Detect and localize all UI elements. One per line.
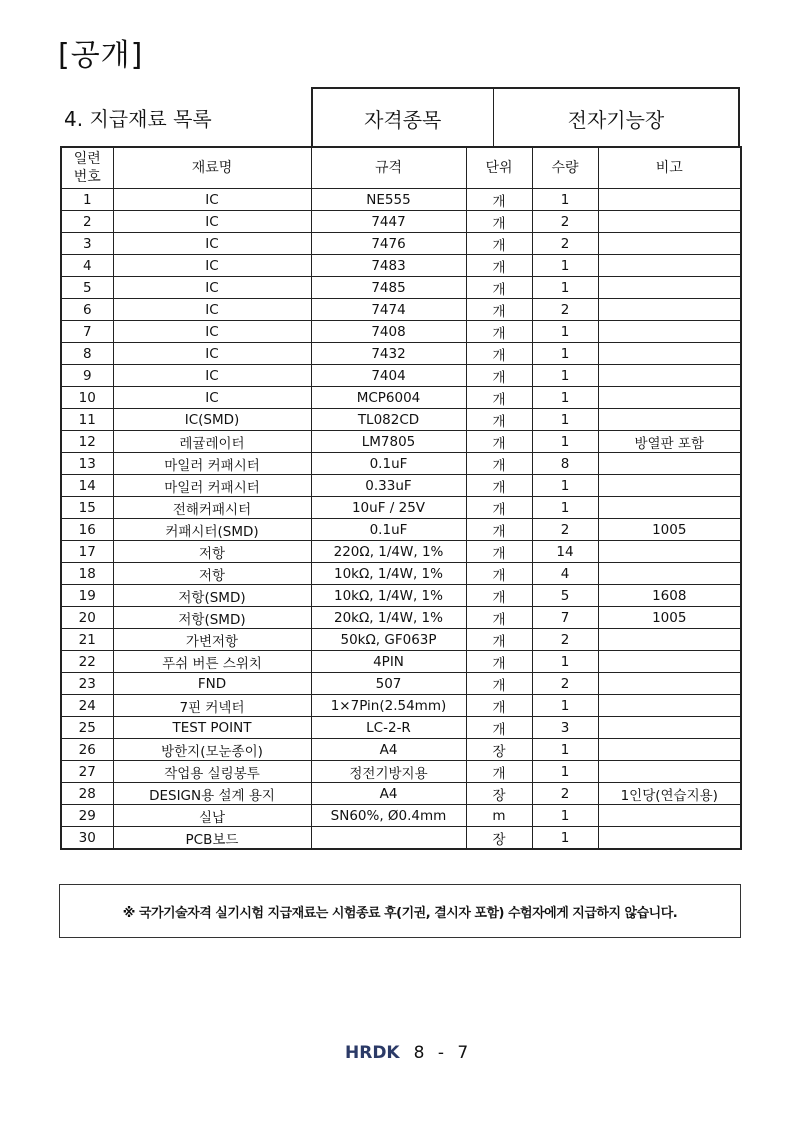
cell-note: [598, 805, 741, 827]
cell-serial-no: 4: [61, 255, 113, 277]
cell-material-name: 가변저항: [113, 629, 311, 651]
table-row: [61, 739, 741, 761]
cell-unit: 개: [466, 387, 532, 409]
cell-note: [598, 321, 741, 343]
table-header-row: [61, 147, 741, 189]
table-row: [61, 695, 741, 717]
disclosure-tag: [공개]: [58, 38, 144, 73]
cell-unit: 개: [466, 519, 532, 541]
cell-serial-no: 2: [61, 211, 113, 233]
header-serial-no-line1: 일련: [73, 151, 101, 167]
cell-note: [598, 211, 741, 233]
cell-note: [598, 255, 741, 277]
cell-spec: 7447: [311, 211, 466, 233]
header-serial-no: [61, 147, 113, 189]
table-row: [61, 629, 741, 651]
table-row: [61, 519, 741, 541]
cell-unit: 개: [466, 673, 532, 695]
cell-spec: 7485: [311, 277, 466, 299]
cell-quantity: 2: [532, 211, 598, 233]
header-spec: 규격: [311, 147, 466, 189]
cell-spec: [311, 827, 466, 850]
cell-note: [598, 761, 741, 783]
cell-serial-no: 14: [61, 475, 113, 497]
cell-serial-no: 9: [61, 365, 113, 387]
cell-serial-no: 3: [61, 233, 113, 255]
table-row: [61, 475, 741, 497]
cell-unit: m: [466, 805, 532, 827]
header-unit: 단위: [466, 147, 532, 189]
cell-quantity: 2: [532, 519, 598, 541]
cell-quantity: 14: [532, 541, 598, 563]
cell-quantity: 1: [532, 365, 598, 387]
cell-spec: 0.1uF: [311, 519, 466, 541]
header-material-name: 재료명: [113, 147, 311, 189]
cell-note: [598, 673, 741, 695]
cell-serial-no: 16: [61, 519, 113, 541]
cell-spec: 10kΩ, 1/4W, 1%: [311, 585, 466, 607]
cell-material-name: 7핀 커넥터: [113, 695, 311, 717]
cell-quantity: 1: [532, 497, 598, 519]
cell-serial-no: 22: [61, 651, 113, 673]
table-row: [61, 541, 741, 563]
cell-spec: SN60%, Ø0.4mm: [311, 805, 466, 827]
cell-note: [598, 651, 741, 673]
cell-material-name: IC: [113, 343, 311, 365]
cell-spec: 1×7Pin(2.54mm): [311, 695, 466, 717]
cell-note: [598, 541, 741, 563]
cell-spec: LC-2-R: [311, 717, 466, 739]
cell-serial-no: 24: [61, 695, 113, 717]
cell-unit: 개: [466, 321, 532, 343]
cell-serial-no: 21: [61, 629, 113, 651]
cell-material-name: IC: [113, 211, 311, 233]
cell-quantity: 1: [532, 695, 598, 717]
cell-serial-no: 20: [61, 607, 113, 629]
cell-serial-no: 13: [61, 453, 113, 475]
cell-unit: 개: [466, 695, 532, 717]
cell-serial-no: 25: [61, 717, 113, 739]
cell-spec: 10kΩ, 1/4W, 1%: [311, 563, 466, 585]
cell-spec: 507: [311, 673, 466, 695]
cell-quantity: 7: [532, 607, 598, 629]
table-row: [61, 827, 741, 850]
cell-material-name: IC: [113, 387, 311, 409]
cell-note: [598, 409, 741, 431]
cell-note: [598, 497, 741, 519]
table-row: [61, 453, 741, 475]
cell-quantity: 5: [532, 585, 598, 607]
cell-note: [598, 695, 741, 717]
cell-spec: A4: [311, 783, 466, 805]
cell-quantity: 1: [532, 189, 598, 211]
cell-unit: 개: [466, 585, 532, 607]
table-row: [61, 783, 741, 805]
cell-serial-no: 23: [61, 673, 113, 695]
cell-unit: 개: [466, 431, 532, 453]
cell-material-name: 실납: [113, 805, 311, 827]
header-serial-no-line2: 번호: [73, 169, 101, 185]
table-row: [61, 321, 741, 343]
cell-note: [598, 629, 741, 651]
page-number: 8 - 7: [413, 1043, 473, 1063]
cell-material-name: DESIGN용 설계 용지: [113, 783, 311, 805]
cell-spec: NE555: [311, 189, 466, 211]
cell-quantity: 2: [532, 783, 598, 805]
cell-quantity: 1: [532, 409, 598, 431]
cell-serial-no: 5: [61, 277, 113, 299]
cell-note: 방열판 포함: [598, 431, 741, 453]
cell-quantity: 2: [532, 629, 598, 651]
cell-quantity: 4: [532, 563, 598, 585]
header-note: 비고: [598, 147, 741, 189]
cell-unit: 개: [466, 409, 532, 431]
cell-material-name: 저항(SMD): [113, 585, 311, 607]
cell-note: [598, 387, 741, 409]
cell-unit: 개: [466, 453, 532, 475]
cell-note: [598, 365, 741, 387]
cell-material-name: IC: [113, 321, 311, 343]
table-row: [61, 365, 741, 387]
cell-serial-no: 29: [61, 805, 113, 827]
cell-serial-no: 30: [61, 827, 113, 850]
table-row: [61, 211, 741, 233]
cell-material-name: 마일러 커패시터: [113, 475, 311, 497]
cell-unit: 개: [466, 299, 532, 321]
cell-spec: 7432: [311, 343, 466, 365]
cell-serial-no: 1: [61, 189, 113, 211]
table-row: [61, 585, 741, 607]
cell-quantity: 1: [532, 761, 598, 783]
cell-quantity: 1: [532, 805, 598, 827]
cell-quantity: 2: [532, 233, 598, 255]
cert-value: 전자기능장: [493, 88, 739, 148]
cell-quantity: 2: [532, 673, 598, 695]
table-row: [61, 189, 741, 211]
cell-unit: 개: [466, 211, 532, 233]
notice-box: [59, 884, 741, 938]
cell-material-name: IC: [113, 189, 311, 211]
cell-serial-no: 19: [61, 585, 113, 607]
cell-material-name: IC: [113, 299, 311, 321]
cell-material-name: 전해커패시터: [113, 497, 311, 519]
cell-material-name: 커패시터(SMD): [113, 519, 311, 541]
cell-note: [598, 827, 741, 850]
cell-spec: 정전기방지용: [311, 761, 466, 783]
cell-spec: 7483: [311, 255, 466, 277]
cell-quantity: 1: [532, 321, 598, 343]
cell-serial-no: 8: [61, 343, 113, 365]
cell-spec: MCP6004: [311, 387, 466, 409]
table-row: [61, 497, 741, 519]
cell-material-name: 레귤레이터: [113, 431, 311, 453]
cell-unit: 개: [466, 607, 532, 629]
cell-serial-no: 7: [61, 321, 113, 343]
cell-material-name: 푸쉬 버튼 스위치: [113, 651, 311, 673]
table-row: [61, 299, 741, 321]
cell-material-name: IC: [113, 233, 311, 255]
cell-quantity: 1: [532, 827, 598, 850]
cell-quantity: 1: [532, 739, 598, 761]
cell-note: [598, 189, 741, 211]
table-row: [61, 255, 741, 277]
cell-quantity: 1: [532, 277, 598, 299]
cell-note: 1608: [598, 585, 741, 607]
cell-note: [598, 739, 741, 761]
cell-quantity: 1: [532, 343, 598, 365]
cell-unit: 개: [466, 233, 532, 255]
table-row: [61, 343, 741, 365]
cell-quantity: 1: [532, 475, 598, 497]
section-header: [60, 87, 740, 148]
cell-note: [598, 233, 741, 255]
cell-spec: LM7805: [311, 431, 466, 453]
cell-serial-no: 11: [61, 409, 113, 431]
cell-note: [598, 277, 741, 299]
header-quantity: 수량: [532, 147, 598, 189]
table-row: [61, 761, 741, 783]
cell-unit: 개: [466, 717, 532, 739]
cell-serial-no: 26: [61, 739, 113, 761]
cell-spec: 10uF / 25V: [311, 497, 466, 519]
cell-unit: 개: [466, 497, 532, 519]
hrdk-logo: HRDK: [345, 1043, 400, 1063]
cell-unit: 개: [466, 761, 532, 783]
cell-spec: TL082CD: [311, 409, 466, 431]
table-row: [61, 409, 741, 431]
cell-material-name: PCB보드: [113, 827, 311, 850]
cell-unit: 개: [466, 277, 532, 299]
cell-note: [598, 343, 741, 365]
cell-serial-no: 12: [61, 431, 113, 453]
table-body: [61, 189, 741, 850]
section-title: 4. 지급재료 목록: [60, 88, 312, 148]
cell-serial-no: 6: [61, 299, 113, 321]
cell-note: [598, 563, 741, 585]
table-row: [61, 717, 741, 739]
cell-quantity: 1: [532, 651, 598, 673]
cell-quantity: 1: [532, 387, 598, 409]
cell-note: [598, 475, 741, 497]
cell-spec: 50kΩ, GF063P: [311, 629, 466, 651]
cell-unit: 장: [466, 827, 532, 850]
cell-material-name: IC: [113, 365, 311, 387]
cell-material-name: 방한지(모눈종이): [113, 739, 311, 761]
cell-note: 1005: [598, 519, 741, 541]
cell-serial-no: 17: [61, 541, 113, 563]
cell-spec: 0.33uF: [311, 475, 466, 497]
cell-material-name: 저항: [113, 563, 311, 585]
cell-note: [598, 299, 741, 321]
cell-serial-no: 15: [61, 497, 113, 519]
cell-spec: 20kΩ, 1/4W, 1%: [311, 607, 466, 629]
cell-material-name: TEST POINT: [113, 717, 311, 739]
materials-table: [60, 146, 742, 850]
cell-quantity: 2: [532, 299, 598, 321]
cell-unit: 개: [466, 563, 532, 585]
table-row: [61, 651, 741, 673]
page-footer: [345, 1043, 472, 1063]
cell-unit: 개: [466, 343, 532, 365]
cell-unit: 개: [466, 255, 532, 277]
cell-spec: 7476: [311, 233, 466, 255]
cell-quantity: 1: [532, 255, 598, 277]
cell-spec: 7408: [311, 321, 466, 343]
cell-unit: 개: [466, 541, 532, 563]
cell-note: [598, 453, 741, 475]
cell-note: [598, 717, 741, 739]
table-row: [61, 431, 741, 453]
cell-serial-no: 27: [61, 761, 113, 783]
table-row: [61, 277, 741, 299]
cell-serial-no: 18: [61, 563, 113, 585]
cell-material-name: IC: [113, 277, 311, 299]
cell-unit: 장: [466, 739, 532, 761]
cell-material-name: 저항(SMD): [113, 607, 311, 629]
cell-material-name: IC(SMD): [113, 409, 311, 431]
cell-spec: 0.1uF: [311, 453, 466, 475]
cell-serial-no: 28: [61, 783, 113, 805]
table-row: [61, 673, 741, 695]
table-row: [61, 233, 741, 255]
cell-quantity: 3: [532, 717, 598, 739]
table-row: [61, 387, 741, 409]
cell-note: 1005: [598, 607, 741, 629]
cell-unit: 개: [466, 365, 532, 387]
cell-unit: 개: [466, 475, 532, 497]
cell-note: 1인당(연습지용): [598, 783, 741, 805]
cell-spec: 7474: [311, 299, 466, 321]
cell-spec: 4PIN: [311, 651, 466, 673]
cell-material-name: 작업용 실링봉투: [113, 761, 311, 783]
cell-unit: 개: [466, 189, 532, 211]
notice-text: ※ 국가기술자격 실기시험 지급재료는 시험종료 후(기권, 결시자 포함) 수험자에게 지급하지 않습니다.: [122, 905, 678, 921]
table-row: [61, 563, 741, 585]
cell-material-name: IC: [113, 255, 311, 277]
cell-quantity: 8: [532, 453, 598, 475]
cell-spec: A4: [311, 739, 466, 761]
cell-material-name: 마일러 커패시터: [113, 453, 311, 475]
table-row: [61, 607, 741, 629]
cell-unit: 개: [466, 629, 532, 651]
cell-quantity: 1: [532, 431, 598, 453]
cell-unit: 개: [466, 651, 532, 673]
cell-spec: 7404: [311, 365, 466, 387]
cell-material-name: 저항: [113, 541, 311, 563]
cell-serial-no: 10: [61, 387, 113, 409]
cert-label: 자격종목: [312, 88, 494, 148]
cell-unit: 장: [466, 783, 532, 805]
table-row: [61, 805, 741, 827]
cell-spec: 220Ω, 1/4W, 1%: [311, 541, 466, 563]
cell-material-name: FND: [113, 673, 311, 695]
